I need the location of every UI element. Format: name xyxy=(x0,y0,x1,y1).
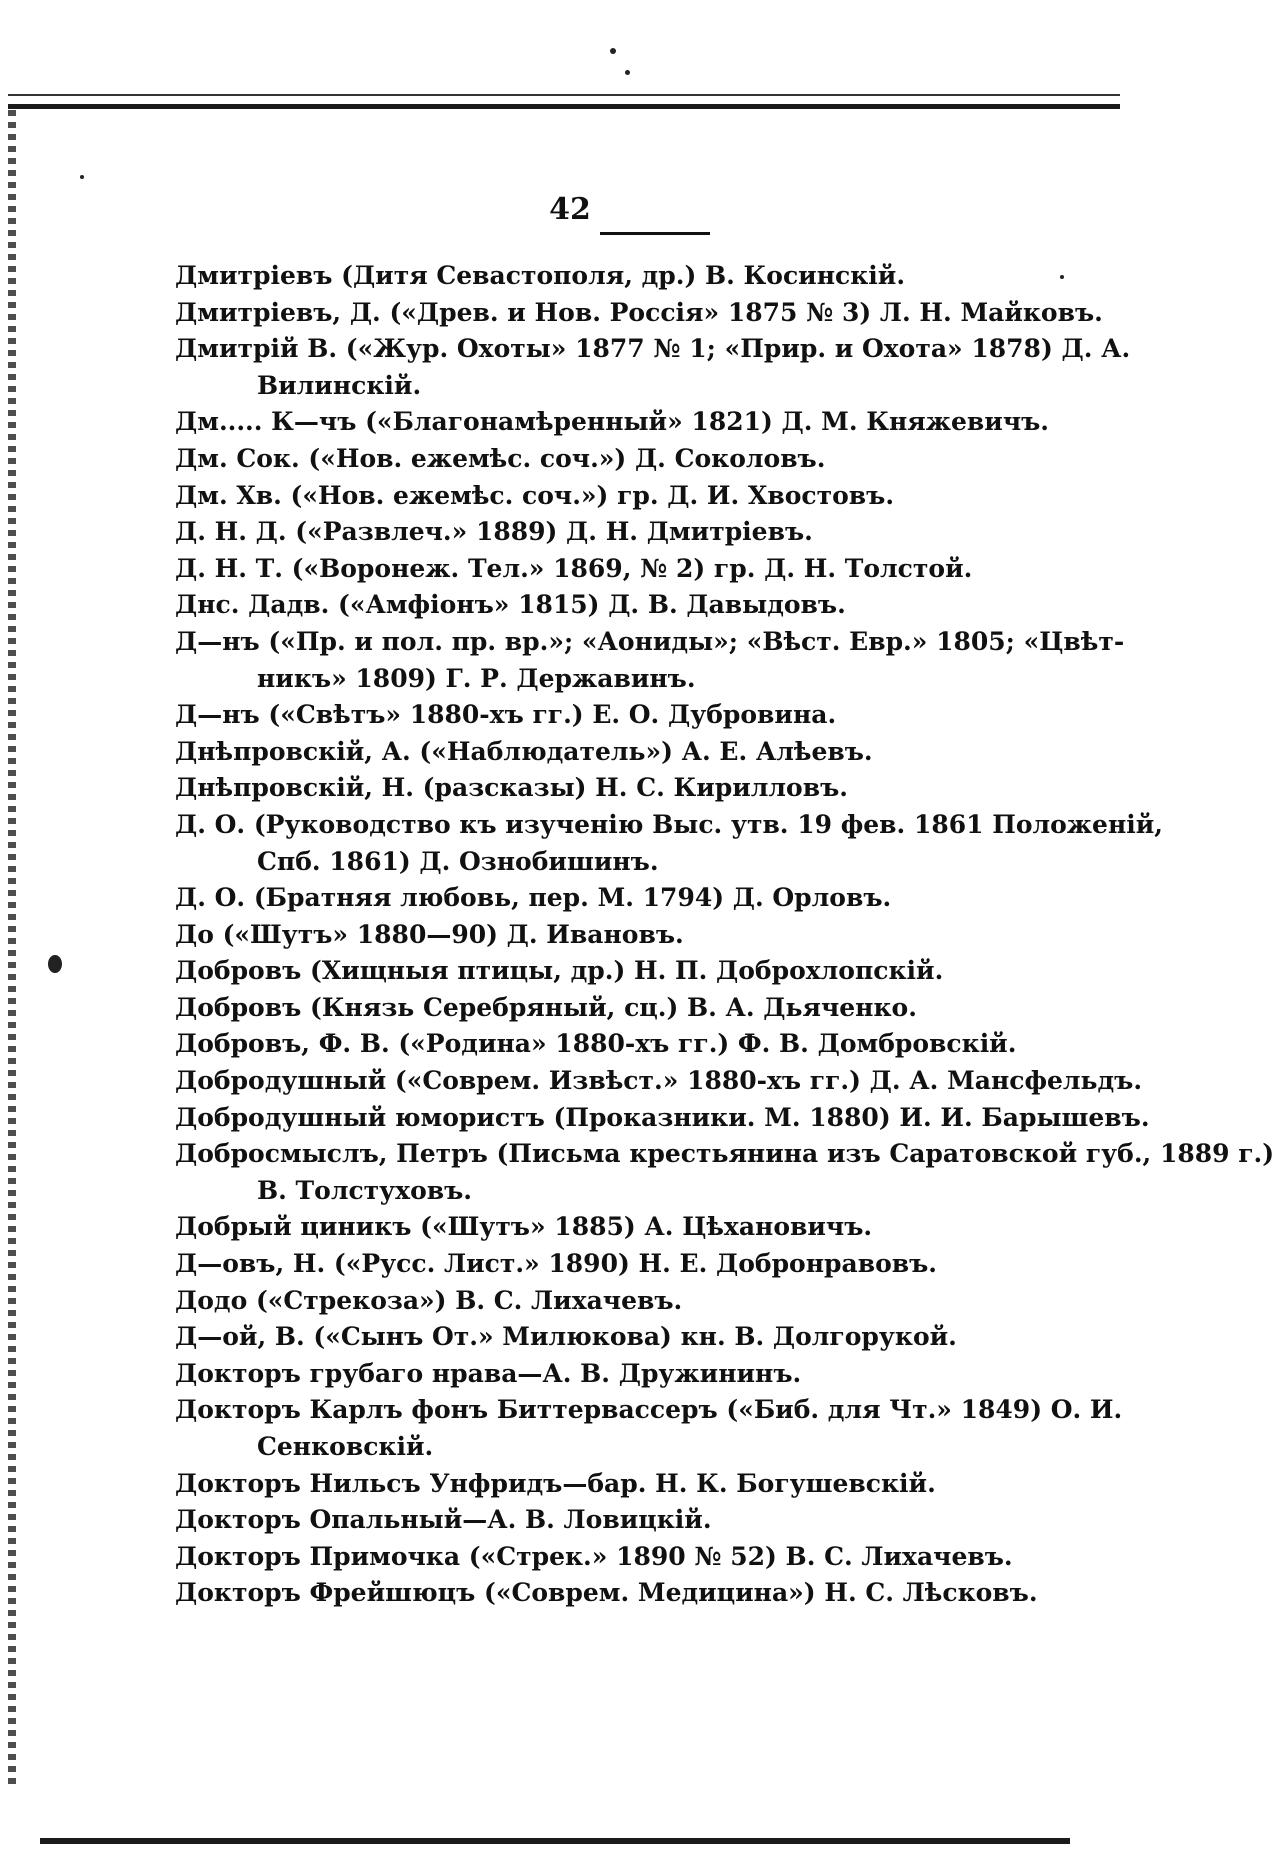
entry xyxy=(175,551,1095,588)
ink-speck xyxy=(610,48,616,54)
entry xyxy=(175,1466,1095,1503)
entry xyxy=(175,514,1095,551)
entry xyxy=(175,404,1095,441)
entry-line: Докторъ грубаго нрава—А. В. Дружининъ. xyxy=(175,1358,802,1388)
entry-continuation: Спб. 1861) Д. Ознобишинъ. xyxy=(257,846,659,876)
entry xyxy=(175,953,1095,990)
entry-line: Дмитріевъ (Дитя Севастополя, др.) В. Косинскій. xyxy=(175,261,906,290)
entry-line: Добровъ (Князь Серебряный, сц.) В. А. Дьяченко. xyxy=(175,992,917,1022)
entry-line: Добровъ (Хищныя птицы, др.) Н. П. Доброхлопскій. xyxy=(175,956,944,986)
entry xyxy=(175,1100,1150,1137)
entry-line: Д. Н. Д. («Развлеч.» 1889) Д. Н. Дмитріевъ. xyxy=(175,517,813,547)
entry xyxy=(175,990,1095,1027)
top-border-rule xyxy=(8,104,1120,109)
entry-line: Дмитрій В. («Жур. Охоты» 1877 № 1; «Прир. и Охота» 1878) Д. А. xyxy=(175,334,1131,364)
entry xyxy=(175,1136,1274,1209)
entry-line: Дм. Сок. («Нов. ежемѣс. соч.») Д. Соколовъ. xyxy=(175,443,826,473)
entry-line: Докторъ Опальный—А. В. Ловицкій. xyxy=(175,1505,712,1535)
entry-line: Д—нъ («Свѣтъ» 1880-хъ гг.) Е. О. Дубровина. xyxy=(175,700,837,730)
entry xyxy=(175,697,1095,734)
entry-line: Додо («Стрекоза») В. С. Лихачевъ. xyxy=(175,1285,683,1315)
entry-line: Дм..... К—чъ («Благонамѣренный» 1821) Д. М. Княжевичъ. xyxy=(175,407,1050,437)
entry xyxy=(175,1283,1095,1320)
entry xyxy=(175,1502,1095,1539)
entry-line: Добровъ, Ф. В. («Родина» 1880-хъ гг.) Ф. В. Домбровскій. xyxy=(175,1029,1017,1059)
entry-continuation: Сенковскій. xyxy=(257,1432,434,1461)
entry-line: Д—овъ, Н. («Русс. Лист.» 1890) Н. Е. Добронравовъ. xyxy=(175,1249,937,1279)
entry xyxy=(175,1539,1095,1576)
entry xyxy=(175,331,1131,404)
entry xyxy=(175,295,1103,332)
entry xyxy=(175,1392,1123,1465)
pseudonym-entries xyxy=(175,258,1274,1612)
entry xyxy=(175,478,1095,515)
entry xyxy=(175,734,1095,771)
entry-line: Добродушный («Соврем. Извѣст.» 1880-хъ гг.) Д. А. Мансфельдъ. xyxy=(175,1066,1143,1096)
top-thin-rule xyxy=(8,94,1120,96)
entry-line: Дм. Хв. («Нов. ежемѣс. соч.») гр. Д. И. Хвостовъ. xyxy=(175,480,895,510)
entry-line: Д. О. (Руководство къ изученію Выс. утв. 19 фев. 1861 Положеній, xyxy=(175,809,1164,839)
entry-line: Дмитріевъ, Д. («Древ. и Нов. Россія» 1875 № 3) Л. Н. Майковъ. xyxy=(175,297,1103,327)
entry-continuation: Вилинскій. xyxy=(257,370,422,400)
page-number-rule xyxy=(600,232,710,235)
entry xyxy=(175,807,1164,880)
entry xyxy=(175,1319,1095,1356)
entry-line: Днѣпровскій, Н. (разсказы) Н. С. Кирилловъ. xyxy=(175,773,848,803)
entry-line: Д—нъ («Пр. и пол. пр. вр.»; «Аониды»; «Вѣст. Евр.» 1805; «Цвѣт- xyxy=(175,626,1125,656)
entry xyxy=(175,1356,1095,1393)
entry-continuation: никъ» 1809) Г. Р. Державинъ. xyxy=(257,663,696,693)
entry xyxy=(175,770,1095,807)
entry-line: Днѣпровскій, А. («Наблюдатель») А. Е. Алѣевъ. xyxy=(175,736,873,766)
bottom-border-rule xyxy=(40,1838,1070,1844)
entry xyxy=(175,1063,1143,1100)
entry-line: Добрый циникъ («Шутъ» 1885) А. Цѣхановичъ. xyxy=(175,1212,873,1242)
left-margin-bar xyxy=(8,110,16,1790)
entry xyxy=(175,258,1095,295)
entry-line: Д. О. (Братняя любовь, пер. М. 1794) Д. Орловъ. xyxy=(175,883,892,913)
ink-speck xyxy=(625,70,630,75)
entry xyxy=(175,1209,1095,1246)
entry xyxy=(175,1026,1095,1063)
entry-line: До («Шутъ» 1880—90) Д. Ивановъ. xyxy=(175,919,684,949)
entry-line: Докторъ Нильсъ Унфридъ—бар. Н. К. Богушевскій. xyxy=(175,1468,936,1498)
ink-speck xyxy=(48,955,62,973)
entry-line: Д. Н. Т. («Воронеж. Тел.» 1869, № 2) гр. Д. Н. Толстой. xyxy=(175,553,973,583)
ink-speck xyxy=(1060,275,1064,279)
entry-line: Д—ой, В. («Сынъ От.» Милюкова) кн. В. Долгорукой. xyxy=(175,1322,957,1352)
entry-line: Днс. Дадв. («Амфіонъ» 1815) Д. В. Давыдовъ. xyxy=(175,590,846,620)
page-number: 42 xyxy=(549,192,591,227)
entry-continuation: В. Толстуховъ. xyxy=(257,1175,472,1205)
entry xyxy=(175,1575,1095,1612)
entry-line: Докторъ Фрейшюцъ («Соврем. Медицина») Н. С. Лѣсковъ. xyxy=(175,1578,1038,1608)
entry-line: Докторъ Примочка («Стрек.» 1890 № 52) В. С. Лихачевъ. xyxy=(175,1541,1013,1571)
ink-speck xyxy=(80,175,84,179)
entry-line: Добросмыслъ, Петръ (Письма крестьянина изъ Саратовской губ., 1889 г.) xyxy=(175,1139,1274,1169)
entry-line: Докторъ Карлъ фонъ Биттервассеръ («Биб. для Чт.» 1849) О. И. xyxy=(175,1395,1123,1425)
entry xyxy=(175,1246,1095,1283)
entry-line: Добродушный юмористъ (Проказники. М. 1880) И. И. Барышевъ. xyxy=(175,1102,1150,1132)
entry xyxy=(175,917,1095,954)
entry xyxy=(175,624,1125,697)
entry xyxy=(175,441,1095,478)
entry xyxy=(175,880,1095,917)
entry xyxy=(175,587,1095,624)
